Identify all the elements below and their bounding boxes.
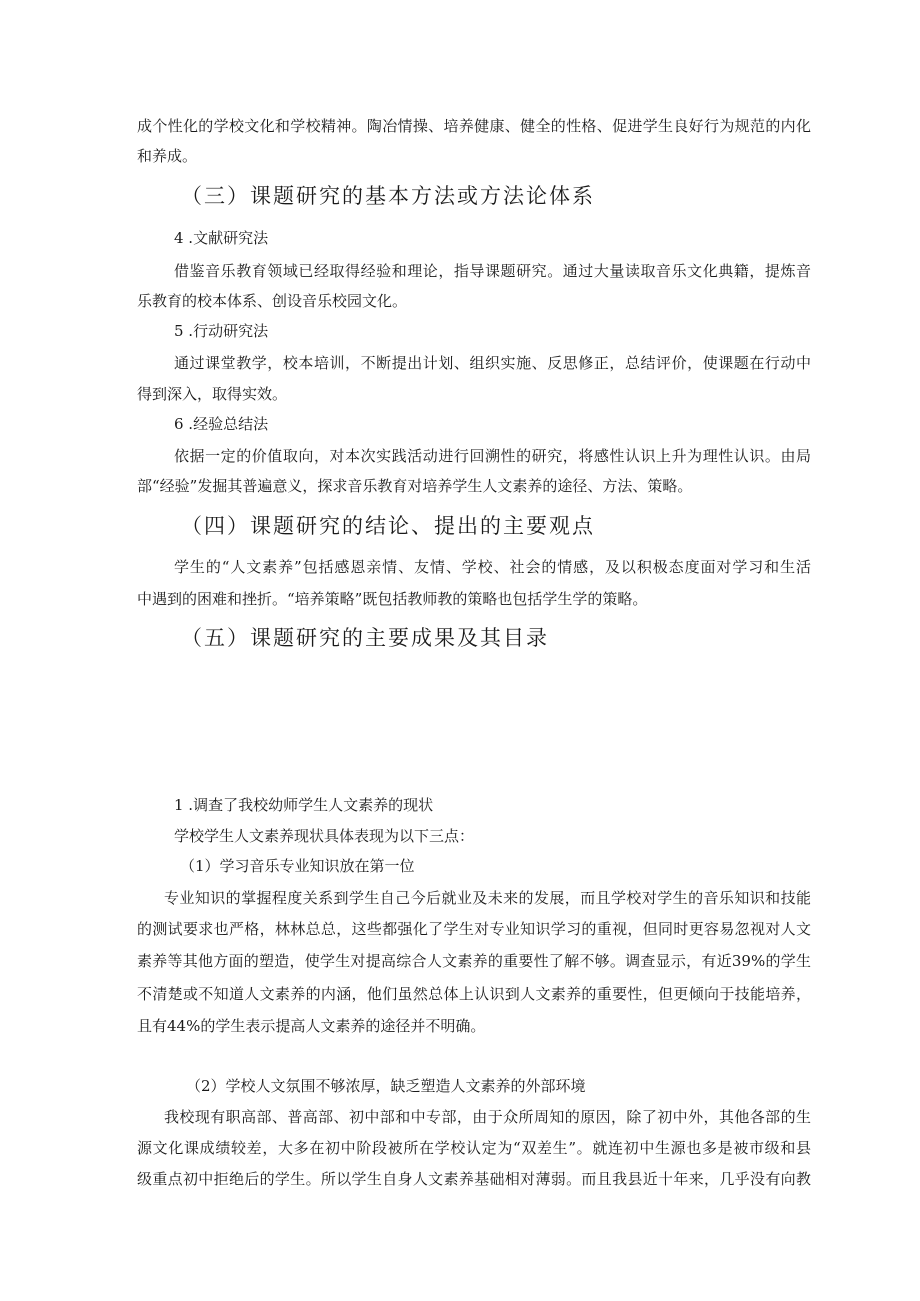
paragraph-line: 我校现有职高部、普高部、初中部和中专部，由于众所周知的原因，除了初中外，其他各部的生 <box>164 1108 811 1126</box>
subsection-heading: 4 .文献研究法 <box>174 229 269 247</box>
paragraph-line: 学生的“人文素养”包括感恩亲情、友情、学校、社会的情感，及以积极态度面对学习和生活 <box>174 558 811 576</box>
subsection-heading: 1 .调查了我校幼师学生人文素养的现状 <box>174 796 434 814</box>
paragraph-line: 素养等其他方面的塑造，使学生对提高综合人文素养的重要性了解不够。调查显示，有近39%的学生 <box>137 952 811 970</box>
paragraph-line: 和养成。 <box>137 147 198 165</box>
paragraph-line: 专业知识的掌握程度关系到学生自己今后就业及未来的发展，而且学校对学生的音乐知识和技能 <box>164 889 811 907</box>
paragraph-line: 源文化课成绩较差，大多在初中阶段被所在学校认定为“双差生”。就连初中生源也多是被市级和县 <box>137 1139 811 1157</box>
paragraph-line: 通过课堂教学，校本培训，不断提出计划、组织实施、反思修正，总结评价，使课题在行动中 <box>174 354 811 372</box>
section-heading: （三）课题研究的基本方法或方法论体系 <box>181 184 595 208</box>
paragraph-line: 学校学生人文素养现状具体表现为以下三点： <box>174 827 475 845</box>
paragraph-line: 部“经验”发掘其普遍意义，探求音乐教育对培养学生人文素养的途径、方法、策略。 <box>137 477 693 495</box>
subsection-heading: （1）学习音乐专业知识放在第一位 <box>180 857 415 875</box>
paragraph-line: 依据一定的价值取向，对本次实践活动进行回溯性的研究，将感性认识上升为理性认识。由局 <box>174 447 811 465</box>
subsection-heading: 6 .经验总结法 <box>174 415 269 433</box>
paragraph-line: 乐教育的校本体系、创设音乐校园文化。 <box>137 292 408 310</box>
paragraph-line: 级重点初中拒绝后的学生。所以学生自身人文素养基础相对薄弱。而且我县近十年来，几乎没有向教 <box>137 1170 811 1188</box>
subsection-heading: （2）学校人文氛围不够浓厚，缺乏塑造人文素养的外部环境 <box>186 1077 586 1095</box>
paragraph-line: 不清楚或不知道人文素养的内涵，他们虽然总体上认识到人文素养的重要性，但更倾向于技能培养， <box>137 985 811 1003</box>
paragraph-line: 得到深入，取得实效。 <box>137 385 288 403</box>
section-heading: （四）课题研究的结论、提出的主要观点 <box>181 514 595 538</box>
paragraph-line: 中遇到的困难和挫折。“培养策略”既包括教师教的策略也包括学生学的策略。 <box>137 590 648 608</box>
paragraph-line: 成个性化的学校文化和学校精神。陶冶情操、培养健康、健全的性格、促进学生良好行为规范的内化 <box>137 117 811 135</box>
section-heading: （五）课题研究的主要成果及其目录 <box>181 626 549 650</box>
paragraph-line: 的测试要求也严格，林林总总，这些都强化了学生对专业知识学习的重视，但同时更容易忽视对人文 <box>137 920 811 938</box>
paragraph-line: 借鉴音乐教育领域已经取得经验和理论，指导课题研究。通过大量读取音乐文化典籍，提炼音 <box>174 262 811 280</box>
paragraph-line: 且有44%的学生表示提高人文素养的途径并不明确。 <box>137 1017 486 1035</box>
subsection-heading: 5 .行动研究法 <box>174 322 269 340</box>
